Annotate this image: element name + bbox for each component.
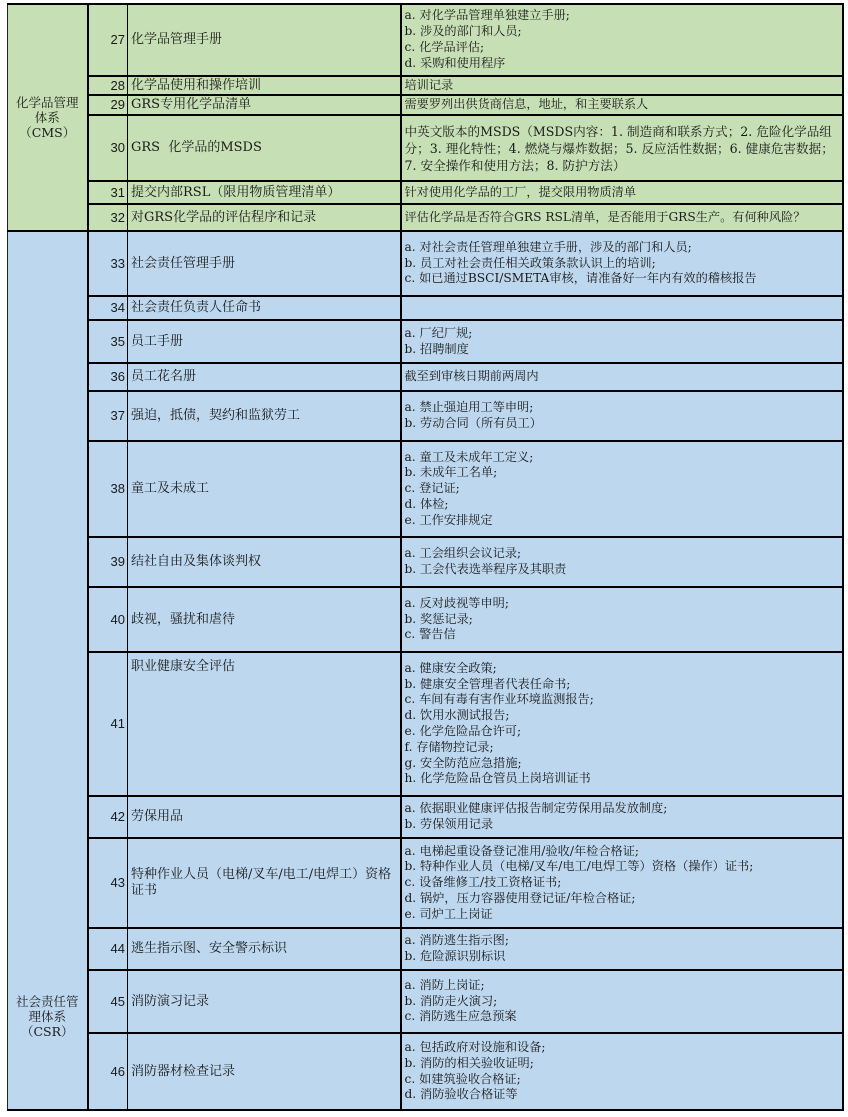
group-label-line: 理体系 <box>28 1009 66 1024</box>
row-item: 结社自由及集体谈判权 <box>128 537 401 587</box>
detail-line: c. 登记证; <box>404 481 460 496</box>
table-row <box>8 4 843 76</box>
detail-line: a. 反对歧视等申明; <box>404 595 509 610</box>
row-detail <box>401 204 843 231</box>
group-label-line: 化学品管理 <box>15 95 79 110</box>
row-detail <box>401 970 843 1033</box>
row-detail <box>401 4 843 76</box>
detail-line: a. 禁止强迫用工等申明; <box>404 400 534 415</box>
row-item: GRS 化学品的MSDS <box>128 115 401 181</box>
detail-line: b. 特种作业人员（电梯/叉车/电工/电焊工等）资格（操作）证书; <box>404 859 754 874</box>
group-cms-label <box>8 4 88 231</box>
detail-line: b. 员工对社会责任相关政策条款认识上的培训; <box>404 255 656 270</box>
row-detail <box>401 296 843 320</box>
detail-line: c. 设备维修工/技工资格证书; <box>404 875 562 890</box>
table-row <box>8 970 843 1033</box>
row-item: 社会责任负责人任命书 <box>128 296 401 320</box>
row-number: 37 <box>88 391 128 441</box>
row-number: 35 <box>88 320 128 363</box>
detail-line: 中英文版本的MSDS（MSDS内容：1. 制造商和联系方式；2. 危险化学品组分；3. 理化特性；4. 燃烧与爆炸数据；5. 反应活性数据；6. 健康危害数据；7. 安全操作和使用方法；8. 防护方法） <box>404 123 834 173</box>
detail-line: b. 劳动合同（所有员工） <box>404 416 542 430</box>
detail-line: b. 消防的相关验收证明; <box>404 1055 534 1070</box>
table-row <box>8 296 843 320</box>
row-detail <box>401 928 843 970</box>
row-item: 职业健康安全评估 <box>128 652 401 796</box>
detail-line: a. 电梯起重设备登记准用/验收/年检合格证; <box>404 843 640 858</box>
detail-line: a. 消防上岗证; <box>404 977 485 992</box>
detail-line: e. 工作安排规定 <box>404 512 493 527</box>
row-number: 41 <box>88 652 128 796</box>
row-detail <box>401 76 843 95</box>
row-detail <box>401 587 843 652</box>
table-row <box>8 928 843 970</box>
row-item: 童工及未成工 <box>128 441 401 537</box>
table-row <box>8 95 843 115</box>
detail-line: 评估化学品是否符合GRS RSL清单，是否能用于GRS生产。有何种风险？ <box>404 209 806 224</box>
detail-line: b. 未成年工名单; <box>404 465 498 480</box>
detail-line: a. 对化学品管理单独建立手册; <box>404 8 570 23</box>
row-item: 特种作业人员（电梯/叉车/电工/电焊工）资格证书 <box>128 838 401 928</box>
detail-line: f. 存储物控记录; <box>404 739 494 754</box>
row-detail <box>401 320 843 363</box>
detail-line: a. 消防逃生指示图; <box>404 933 509 948</box>
detail-line: c. 如建筑验收合格证; <box>404 1071 521 1086</box>
row-item: 提交内部RSL（限用物质管理清单） <box>128 181 401 204</box>
detail-line: h. 化学危险品仓管员上岗培训证书 <box>404 771 591 786</box>
group-csr-label <box>8 231 88 1110</box>
row-item: GRS专用化学品清单 <box>128 95 401 115</box>
row-detail <box>401 838 843 928</box>
detail-line: a. 厂纪厂规; <box>404 325 473 340</box>
row-number: 43 <box>88 838 128 928</box>
detail-line: a. 健康安全政策; <box>404 660 497 675</box>
table-row <box>8 204 843 231</box>
group-label-line: （CMS） <box>19 125 76 140</box>
detail-line: e. 司炉工上岗证 <box>404 906 493 921</box>
detail-line: a. 依据职业健康评估报告制定劳保用品发放制度; <box>404 801 668 816</box>
row-number: 38 <box>88 441 128 537</box>
row-item: 员工手册 <box>128 320 401 363</box>
table-row <box>8 320 843 363</box>
detail-line: b. 工会代表选举程序及其职责 <box>404 562 567 576</box>
row-number: 40 <box>88 587 128 652</box>
row-number: 42 <box>88 796 128 838</box>
table-row <box>8 115 843 181</box>
row-detail <box>401 537 843 587</box>
table-row <box>8 1033 843 1110</box>
table-row <box>8 796 843 838</box>
detail-line: 针对使用化学品的工厂，提交限用物质清单 <box>404 184 637 199</box>
detail-line: b. 消防走火演习; <box>404 993 498 1008</box>
detail-line: a. 包括政府对设施和设备; <box>404 1039 546 1054</box>
row-number: 33 <box>88 231 128 296</box>
row-number: 32 <box>88 204 128 231</box>
detail-line: b. 健康安全管理者代表任命书; <box>404 676 571 691</box>
requirements-table <box>7 3 844 1111</box>
detail-line: 截至到审核日期前两周内 <box>404 369 539 384</box>
table-row <box>8 838 843 928</box>
row-detail <box>401 652 843 796</box>
row-detail <box>401 115 843 181</box>
row-number: 36 <box>88 363 128 391</box>
row-item: 消防器材检查记录 <box>128 1033 401 1110</box>
row-number: 46 <box>88 1033 128 1110</box>
detail-line: d. 采购和使用程序 <box>404 55 506 70</box>
detail-line: g. 安全防范应急措施; <box>404 755 522 770</box>
row-number: 31 <box>88 181 128 204</box>
table-row <box>8 441 843 537</box>
row-number: 30 <box>88 115 128 181</box>
table-row <box>8 363 843 391</box>
group-label-line: （CSR） <box>20 1024 74 1039</box>
row-item: 逃生指示图、安全警示标识 <box>128 928 401 970</box>
row-item: 劳保用品 <box>128 796 401 838</box>
detail-line: d. 锅炉，压力容器使用登记证/年检合格证; <box>404 890 636 905</box>
row-detail <box>401 231 843 296</box>
row-detail <box>401 391 843 441</box>
group-label-line: 社会责任管 <box>15 994 79 1009</box>
table-row <box>8 537 843 587</box>
row-detail <box>401 1033 843 1110</box>
detail-line: d. 体检; <box>404 496 449 511</box>
detail-line: a. 对社会责任管理单独建立手册，涉及的部门和人员; <box>404 239 692 254</box>
row-number: 28 <box>88 76 128 95</box>
detail-line: c. 车间有毒有害作业环境监测报告; <box>404 692 594 707</box>
row-item: 化学品管理手册 <box>128 4 401 76</box>
detail-line: b. 危险源识别标识 <box>404 949 506 963</box>
table-row <box>8 181 843 204</box>
row-number: 45 <box>88 970 128 1033</box>
detail-line: d. 饮用水测试报告; <box>404 708 510 723</box>
row-number: 44 <box>88 928 128 970</box>
detail-line: b. 劳保领用记录 <box>404 817 494 831</box>
detail-line: c. 警告信 <box>404 627 456 642</box>
table-row <box>8 231 843 296</box>
row-item: 社会责任管理手册 <box>128 231 401 296</box>
table-row <box>8 391 843 441</box>
row-item: 消防演习记录 <box>128 970 401 1033</box>
row-detail <box>401 363 843 391</box>
row-item: 员工花名册 <box>128 363 401 391</box>
row-number: 34 <box>88 296 128 320</box>
row-item: 对GRS化学品的评估程序和记录 <box>128 204 401 231</box>
detail-line: b. 奖惩记录; <box>404 611 473 626</box>
table-row <box>8 76 843 95</box>
row-detail <box>401 95 843 115</box>
row-detail <box>401 181 843 204</box>
detail-line: d. 消防验收合格证等 <box>404 1087 518 1102</box>
table-row <box>8 587 843 652</box>
detail-line: a. 童工及未成年工定义; <box>404 449 534 464</box>
detail-line: b. 招聘制度 <box>404 341 469 356</box>
row-detail <box>401 441 843 537</box>
detail-line: c. 化学品评估; <box>404 40 485 54</box>
detail-line: e. 化学危险品仓许可; <box>404 724 522 738</box>
row-number: 39 <box>88 537 128 587</box>
group-label-line: 体系 <box>34 110 60 125</box>
detail-line: 需要罗列出供货商信息，地址，和主要联系人 <box>404 97 649 112</box>
detail-line: c. 如已通过BSCI/SMETA审核，请准备好一年内有效的稽核报告 <box>404 271 757 286</box>
detail-line: a. 工会组织会议记录; <box>404 546 522 561</box>
row-item: 化学品使用和操作培训 <box>128 76 401 95</box>
detail-line: b. 涉及的部门和人员; <box>404 24 522 39</box>
row-item: 强迫，抵债，契约和监狱劳工 <box>128 391 401 441</box>
detail-line: 培训记录 <box>404 77 454 92</box>
row-item: 歧视，骚扰和虐待 <box>128 587 401 652</box>
row-number: 29 <box>88 95 128 115</box>
table-row <box>8 652 843 796</box>
detail-line: c. 消防逃生应急预案 <box>404 1009 517 1024</box>
row-detail <box>401 796 843 838</box>
row-number: 27 <box>88 4 128 76</box>
